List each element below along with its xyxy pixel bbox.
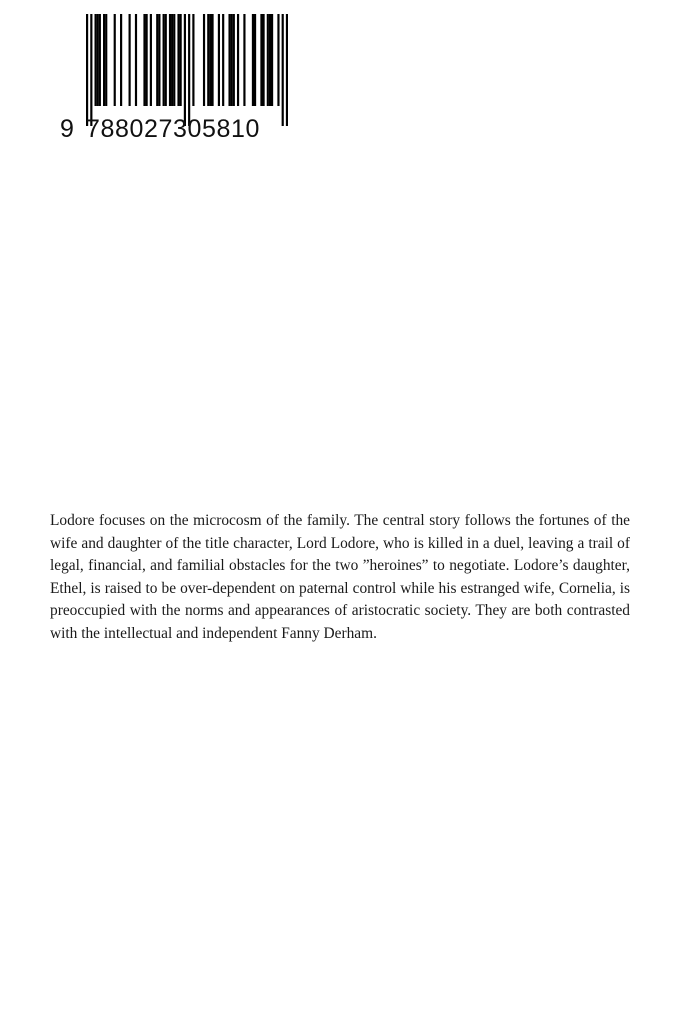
barcode-bar (222, 14, 224, 106)
barcode-bar (286, 14, 288, 126)
barcode-bar (237, 14, 239, 106)
barcode-bar (254, 14, 256, 106)
barcode-bar (262, 14, 264, 106)
barcode-bar (158, 14, 160, 106)
barcode-bars (86, 14, 288, 126)
barcode-bar (260, 14, 262, 106)
barcode-bar (103, 14, 105, 106)
barcode-bar (120, 14, 122, 106)
barcode-bar (228, 14, 230, 106)
barcode-bar (207, 14, 209, 106)
barcode-bar (99, 14, 101, 106)
barcode-bar (86, 14, 88, 126)
barcode-bar (90, 14, 92, 126)
barcode-bar (146, 14, 148, 106)
barcode-bar (209, 14, 211, 106)
barcode-bar (150, 14, 152, 106)
barcode-bar (269, 14, 271, 106)
barcode-bar (192, 14, 194, 106)
barcode-bar (211, 14, 213, 106)
barcode-bar (156, 14, 158, 106)
barcode-bar (233, 14, 235, 106)
barcode-bar (143, 14, 145, 106)
barcode-bar (218, 14, 220, 106)
barcode-first-digit: 9 (60, 115, 75, 143)
barcode-bar (171, 14, 173, 106)
barcode-bar (97, 14, 99, 106)
barcode-bar (105, 14, 107, 106)
barcode-bar (165, 14, 167, 106)
barcode-bar (231, 14, 233, 106)
barcode-bar (243, 14, 245, 106)
barcode-bar (184, 14, 186, 126)
barcode-bar (169, 14, 171, 106)
barcode-bar (129, 14, 131, 106)
barcode-bar (282, 14, 284, 126)
book-description: Lodore focuses on the microcosm of the family. The central story follows the fortunes of the wife and daughter of the title character, Lord Lodore, who is killed in a duel, leaving a trail of legal, financial, and familial obstacles for the two ”heroines” to negotiate. Lodore’s daughter, Ethel, is raised to be over-dependent on paternal control while his estranged wife, Cornelia, is preoccupied with the norms and appearances of aristocratic society. They are both contrasted with the intellectual and independent Fanny Derham. (50, 512, 630, 642)
barcode-bar (180, 14, 182, 106)
barcode-bar (277, 14, 279, 106)
barcode-bar (271, 14, 273, 106)
isbn-barcode (60, 14, 300, 143)
barcode-bar (267, 14, 269, 106)
barcode-bar (173, 14, 175, 106)
barcode-bar (188, 14, 190, 126)
barcode-bar (203, 14, 205, 106)
barcode-bar (252, 14, 254, 106)
barcode-bar (114, 14, 116, 106)
barcode-bar (135, 14, 137, 106)
barcode-number (60, 114, 300, 144)
barcode-bar (95, 14, 97, 106)
barcode-digits: 788027305810 (86, 115, 261, 143)
barcode-bar (163, 14, 165, 106)
barcode-bar (177, 14, 179, 106)
